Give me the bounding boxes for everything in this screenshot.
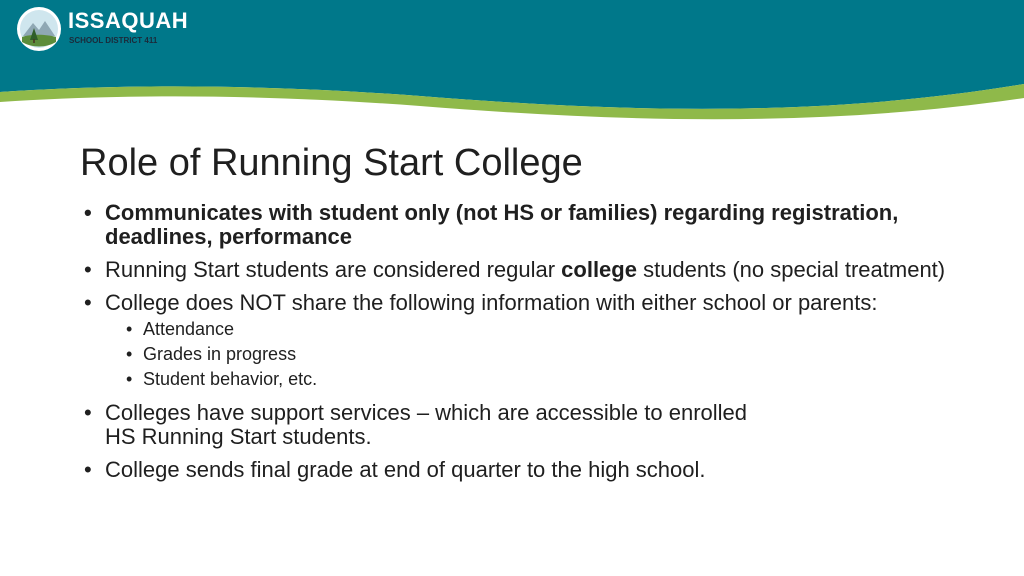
bullet-text-line1: Colleges have support services – which are accessible to enrolled (105, 400, 748, 425)
bullet-support-services (84, 401, 964, 449)
mountain-tree-emblem-icon (16, 6, 62, 52)
slide-title: Role of Running Start College (80, 142, 583, 184)
bullet-list (84, 201, 964, 491)
bullet-text-bold: college (561, 257, 637, 282)
bullet-not-share (84, 291, 964, 392)
sub-bullet-behavior: • Student behavior, etc. (105, 367, 964, 392)
bullet-communicates (84, 201, 964, 249)
sub-bullet-grades: • Grades in progress (105, 342, 964, 367)
bullet-text-before: Running Start students are considered regular (105, 257, 562, 282)
bullet-text: College sends final grade at end of quarter to the high school. (105, 457, 706, 482)
logo-title: ISSAQUAH (68, 8, 189, 33)
bullet-text-after: students (no special treatment) (636, 257, 946, 282)
sub-bullet-attendance: • Attendance (105, 317, 964, 342)
bullet-text: College does NOT share the following information with either school or parents: (105, 290, 878, 315)
district-logo[interactable] (16, 6, 206, 54)
bullet-final-grade (84, 458, 964, 482)
bullet-text: Communicates with student only (not HS or families) regarding registration, deadlines, performance (105, 200, 899, 249)
sub-bullet-list (105, 317, 964, 392)
bullet-text-line2: HS Running Start students. (105, 424, 372, 449)
bullet-regular-students (84, 258, 964, 282)
logo-subtitle: SCHOOL DISTRICT 411 (69, 36, 158, 45)
